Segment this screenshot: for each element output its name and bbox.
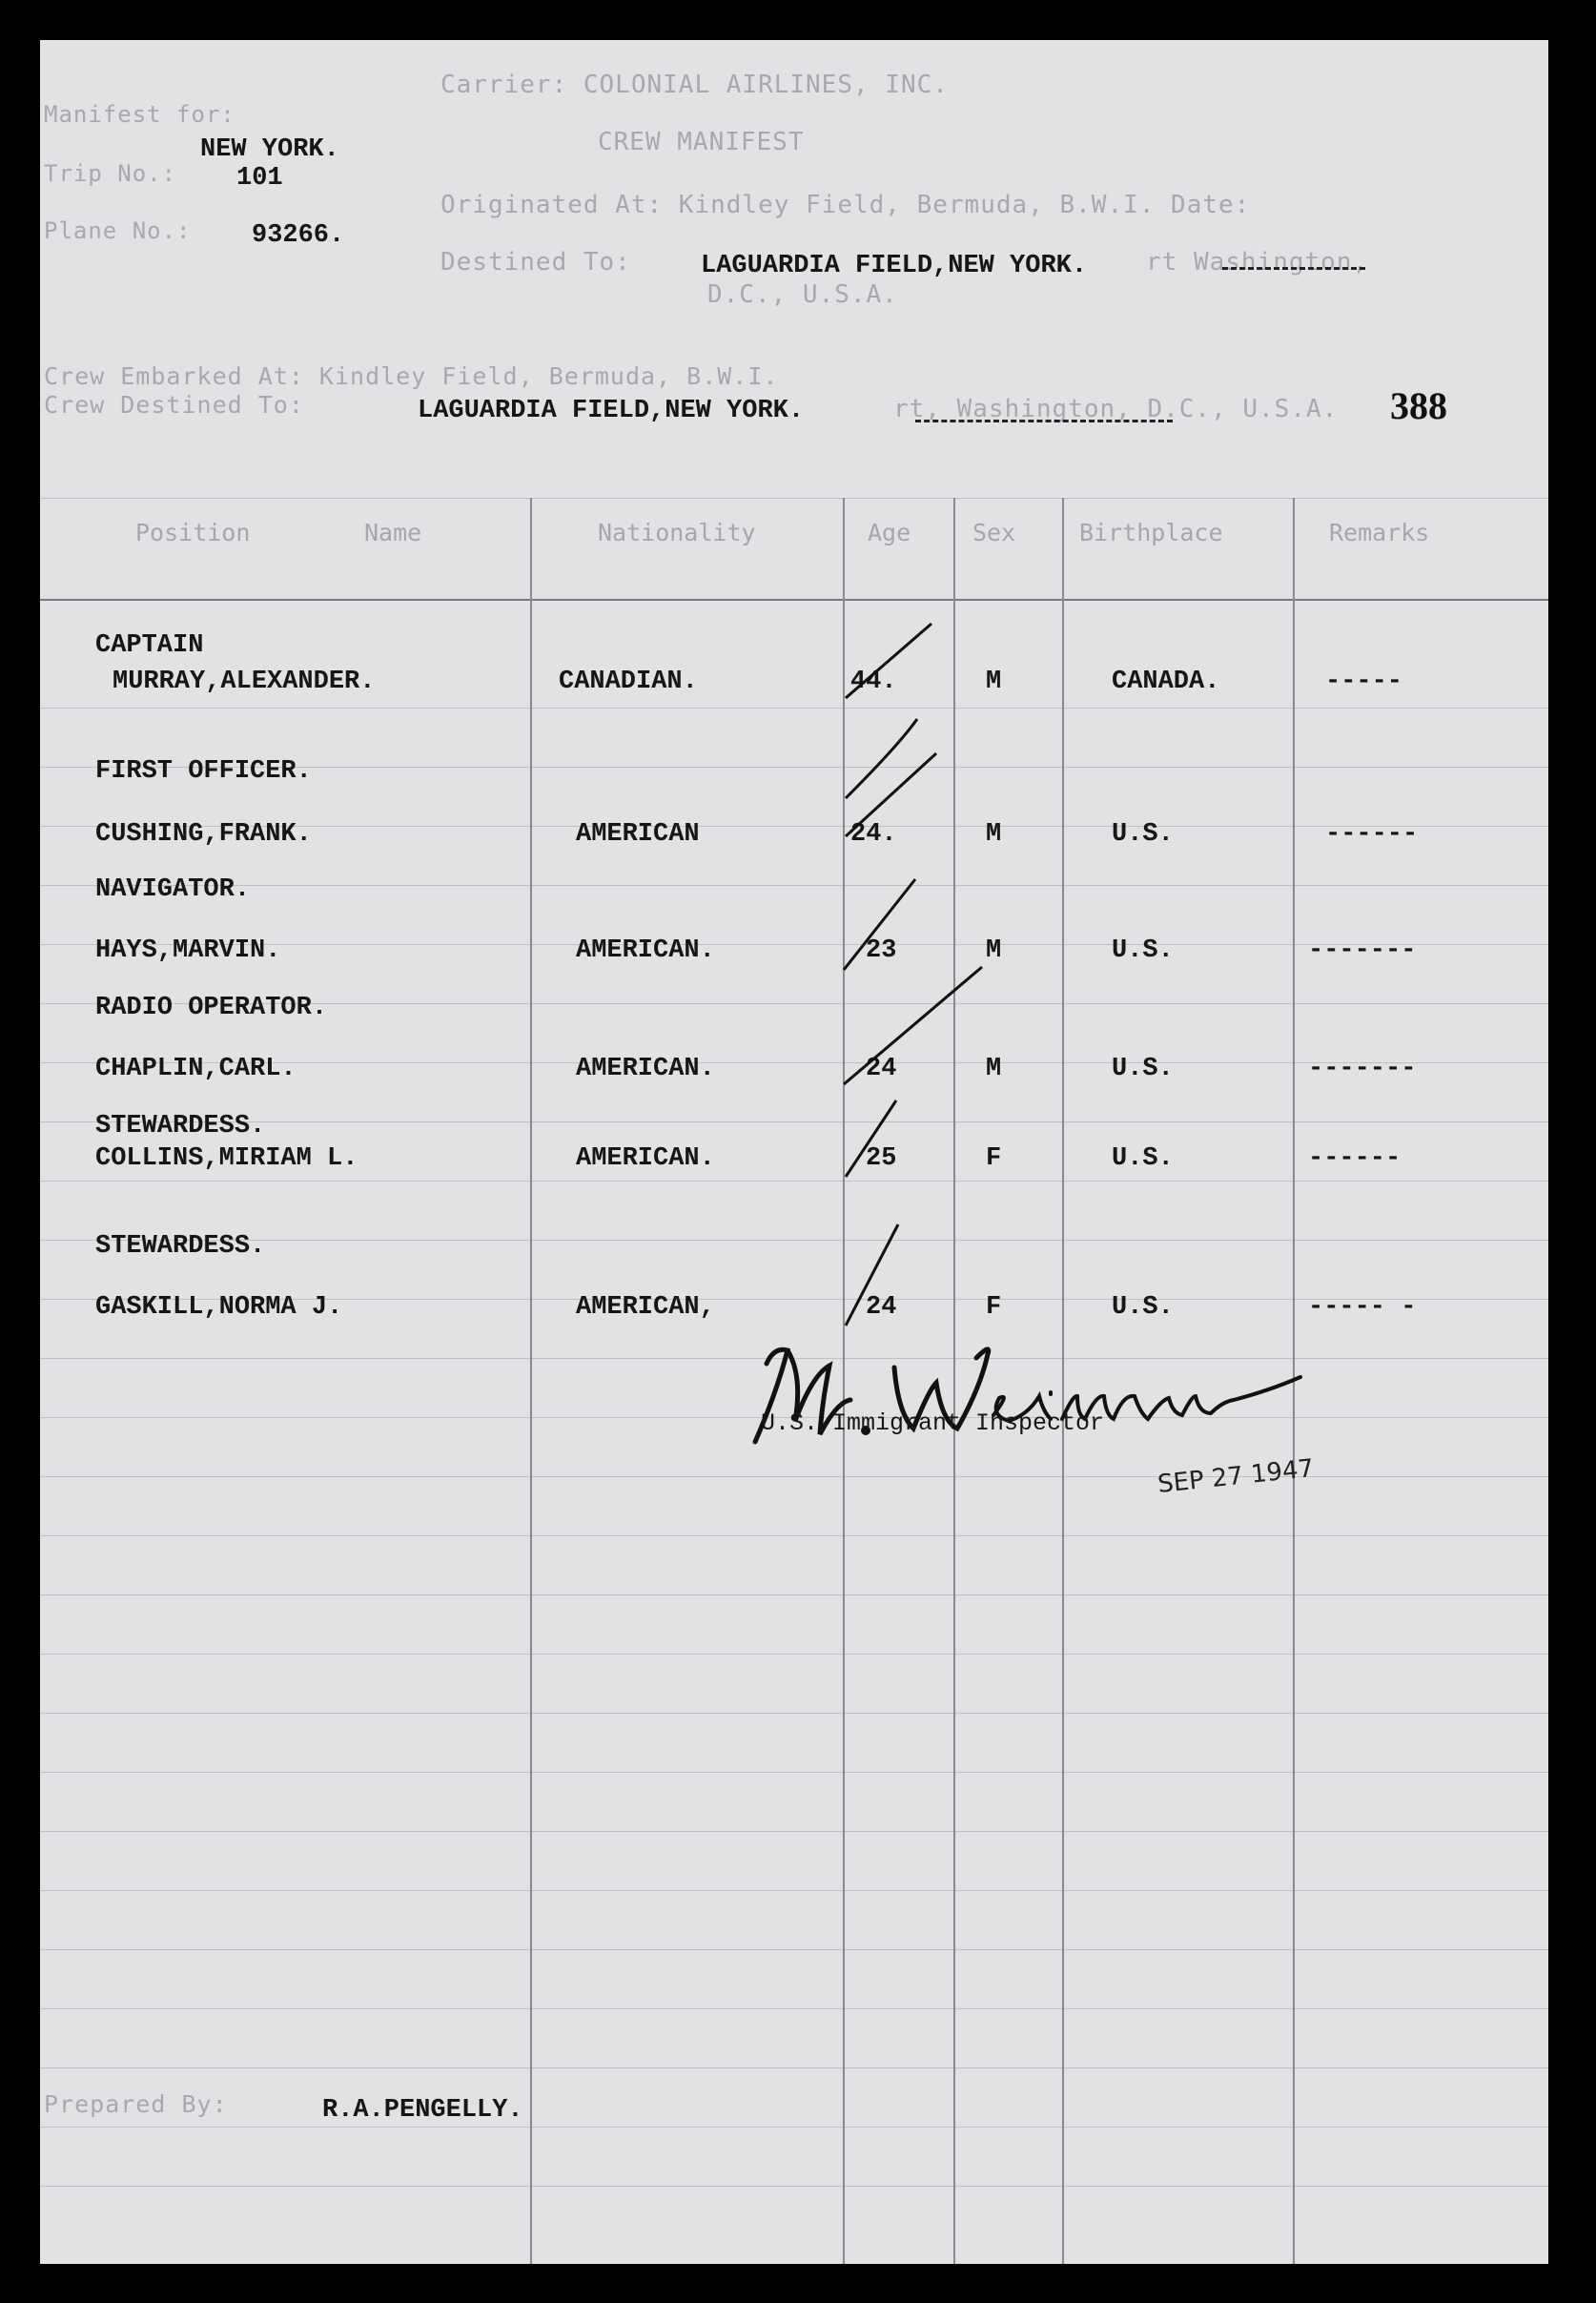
plane-no-label: Plane No.: <box>44 217 192 244</box>
column-header-nationality: Nationality <box>598 519 756 546</box>
crew-4-age: 24 <box>866 1055 897 1083</box>
manifest-for-value: NEW YORK. <box>200 135 339 164</box>
trip-no-value: 101 <box>236 164 283 193</box>
manifest-sheet <box>40 40 1548 2264</box>
crew-1-birthplace: CANADA. <box>1112 668 1220 696</box>
age-strike-marks <box>40 40 1548 1375</box>
prepared-by-value: R.A.PENGELLY. <box>322 2096 523 2125</box>
row-rule <box>40 1594 1548 1595</box>
row-rule <box>40 2186 1548 2187</box>
manifest-for-label: Manifest for: <box>44 101 235 128</box>
destined-faint-text: rt Washington, <box>1146 248 1369 277</box>
row-rule <box>40 1535 1548 1536</box>
destined-faint-text-2: D.C., U.S.A. <box>707 280 898 309</box>
crew-3-name: HAYS,MARVIN. <box>95 936 281 965</box>
crew-6-birthplace: U.S. <box>1112 1293 1174 1322</box>
column-header-age: Age <box>868 519 911 546</box>
row-rule <box>40 1713 1548 1714</box>
prepared-by-label: Prepared By: <box>44 2090 228 2118</box>
crew-3-remarks: ------- <box>1308 936 1417 965</box>
crew-5-name: COLLINS,MIRIAM L. <box>95 1144 358 1173</box>
row-rule <box>40 2067 1548 2068</box>
column-header-birthplace: Birthplace <box>1079 519 1223 546</box>
date-stamp: SEP 27 1947 <box>1156 1453 1316 1499</box>
carrier-label: Carrier: COLONIAL AIRLINES, INC. <box>440 71 949 99</box>
crew-4-remarks: ------- <box>1308 1055 1417 1083</box>
crew-4-name: CHAPLIN,CARL. <box>95 1055 297 1083</box>
trip-no-label: Trip No.: <box>44 160 177 187</box>
page-number: 388 <box>1390 384 1447 427</box>
crew-2-sex: M <box>986 820 1002 849</box>
crew-1-name: MURRAY,ALEXANDER. <box>113 668 376 696</box>
crew-1-remarks: ----- <box>1325 668 1403 696</box>
crew-4-sex: M <box>986 1055 1002 1083</box>
crew-destined-faint-text: rt, Washington, D.C., U.S.A. <box>893 395 1339 423</box>
crew-6-nationality: AMERICAN, <box>576 1293 715 1322</box>
destination-value: LAGUARDIA FIELD,NEW YORK. <box>701 252 1088 280</box>
column-header-name: Name <box>364 519 422 546</box>
crew-3-birthplace: U.S. <box>1112 936 1174 965</box>
crew-6-age: 24 <box>866 1293 897 1322</box>
column-header-position: Position <box>135 519 251 546</box>
crew-5-nationality: AMERICAN. <box>576 1144 715 1173</box>
crew-6-remarks: ----- - <box>1308 1293 1417 1322</box>
crew-2-birthplace: U.S. <box>1112 820 1174 849</box>
crew-2-age: 24. <box>850 820 897 849</box>
row-rule <box>40 1772 1548 1773</box>
crew-5-remarks: ------ <box>1308 1144 1402 1173</box>
crew-5-birthplace: U.S. <box>1112 1144 1174 1173</box>
row-rule <box>40 2127 1548 2128</box>
crew-5-position: STEWARDESS. <box>95 1112 266 1141</box>
row-rule <box>40 1476 1548 1477</box>
crew-1-position: CAPTAIN <box>95 631 204 660</box>
crew-5-age: 25 <box>866 1144 897 1173</box>
originated-label: Originated At: Kindley Field, Bermuda, B.W.I. Date: <box>440 191 1251 219</box>
crew-2-name: CUSHING,FRANK. <box>95 820 312 849</box>
column-header-remarks: Remarks <box>1329 519 1430 546</box>
inspector-signature <box>707 1308 1318 1461</box>
crew-destined-label: Crew Destined To: <box>44 391 304 419</box>
crew-6-name: GASKILL,NORMA J. <box>95 1293 343 1322</box>
crew-4-birthplace: U.S. <box>1112 1055 1174 1083</box>
crew-1-nationality: CANADIAN. <box>559 668 698 696</box>
row-rule <box>40 1949 1548 1950</box>
crew-6-sex: F <box>986 1293 1002 1322</box>
crew-3-sex: M <box>986 936 1002 965</box>
crew-2-position: FIRST OFFICER. <box>95 757 312 786</box>
crew-2-nationality: AMERICAN <box>576 820 700 849</box>
crew-1-age: 44. <box>850 668 897 696</box>
crew-5-sex: F <box>986 1144 1002 1173</box>
plane-no-value: 93266. <box>252 221 345 250</box>
row-rule <box>40 1831 1548 1832</box>
row-rule <box>40 1890 1548 1891</box>
crew-4-position: RADIO OPERATOR. <box>95 994 328 1022</box>
crew-3-nationality: AMERICAN. <box>576 936 715 965</box>
crew-3-age: 23 <box>866 936 897 965</box>
crew-destination-value: LAGUARDIA FIELD,NEW YORK. <box>418 397 805 425</box>
row-rule <box>40 1654 1548 1655</box>
crew-2-remarks: ------ <box>1325 820 1419 849</box>
row-rule <box>40 2008 1548 2009</box>
crew-4-nationality: AMERICAN. <box>576 1055 715 1083</box>
destined-to-label: Destined To: <box>440 248 631 277</box>
column-header-sex: Sex <box>972 519 1016 546</box>
crew-3-position: NAVIGATOR. <box>95 875 251 904</box>
crew-1-sex: M <box>986 668 1002 696</box>
crew-embarked-label: Crew Embarked At: Kindley Field, Bermuda, B.W.I. <box>44 362 779 390</box>
inspector-title: U.S. Immigrant Inspector <box>761 1409 1105 1437</box>
crew-6-position: STEWARDESS. <box>95 1232 266 1261</box>
crew-manifest-title: CREW MANIFEST <box>598 128 805 156</box>
